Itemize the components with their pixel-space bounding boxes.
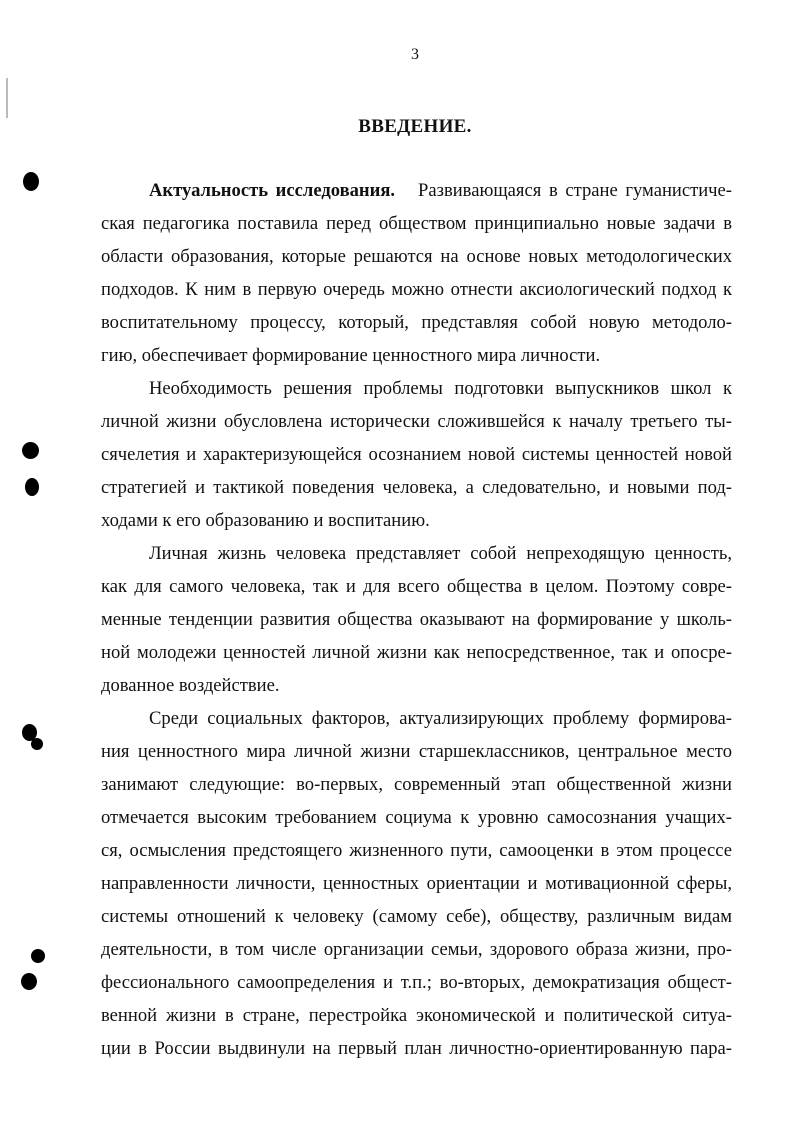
text-line: фессионального самоопределения и т.п.; во-вторых, демократизация общест- <box>101 972 732 993</box>
text-line: венной жизни в стране, перестройка экономической и политической ситуа- <box>101 1005 732 1026</box>
text-line: подходов. К ним в первую очередь можно отнести аксиологический подход к <box>101 279 732 300</box>
text-line: менные тенденции развития общества оказывают на формирование у школь- <box>101 609 732 630</box>
text-line: Среди социальных факторов, актуализирующих проблему формирова- <box>149 708 732 729</box>
text-line: ся, осмысления предстоящего жизненного пути, самооценки в этом процессе <box>101 840 732 861</box>
text-line: отмечается высоким требованием социума к уровню самосознания учащих- <box>101 807 732 828</box>
scan-margin-mark <box>6 78 8 118</box>
binder-hole-mark <box>21 973 37 990</box>
binder-hole-mark <box>25 478 39 496</box>
text-line: области образования, которые решаются на основе новых методологических <box>101 246 732 267</box>
text-line: воспитательному процессу, который, представляя собой новую методоло- <box>101 312 732 333</box>
text-line: направленности личности, ценностных ориентации и мотивационной сферы, <box>101 873 732 894</box>
text-line: как для самого человека, так и для всего общества в целом. Поэтому совре- <box>101 576 732 597</box>
text-line: ская педагогика поставила перед обществом принципиально новые задачи в <box>101 213 732 234</box>
binder-hole-mark <box>31 738 43 750</box>
page-number: 3 <box>411 46 419 63</box>
binder-hole-mark <box>22 442 39 459</box>
text-line: ной молодежи ценностей личной жизни как непосредственное, так и опосре- <box>101 642 732 663</box>
text-line: занимают следующие: во-первых, современный этап общественной жизни <box>101 774 732 795</box>
text-line: деятельности, в том числе организации семьи, здорового образа жизни, про- <box>101 939 732 960</box>
text-line: гию, обеспечивает формирование ценностного мира личности. <box>101 345 601 366</box>
binder-hole-mark <box>31 949 45 963</box>
text-line: Личная жизнь человека представляет собой непреходящую ценность, <box>149 543 732 564</box>
lead-heading: Актуальность исследования. <box>149 180 396 201</box>
text-line: личной жизни обусловлена исторически сложившейся к началу третьего ты- <box>101 411 732 432</box>
binder-hole-mark <box>23 172 39 191</box>
text-line: Необходимость решения проблемы подготовки выпускников школ к <box>149 378 732 399</box>
text-line: сячелетия и характеризующейся осознанием новой системы ценностей новой <box>101 444 732 465</box>
text-line: ходами к его образованию и воспитанию. <box>101 510 430 531</box>
text-line: стратегией и тактикой поведения человека, а следовательно, и новыми под- <box>101 477 732 498</box>
text-line: дованное воздействие. <box>101 675 280 696</box>
text-line: ции в России выдвинули на первый план личностно-ориентированную пара- <box>101 1038 732 1059</box>
page-title: ВВЕДЕНИЕ. <box>358 116 472 137</box>
text-line: системы отношений к человеку (самому себе), обществу, различным видам <box>101 906 732 927</box>
text-line: ния ценностного мира личной жизни старшеклассников, центральное место <box>101 741 732 762</box>
text-line: Актуальность исследования. Развивающаяся в стране гуманистиче- <box>149 180 732 201</box>
